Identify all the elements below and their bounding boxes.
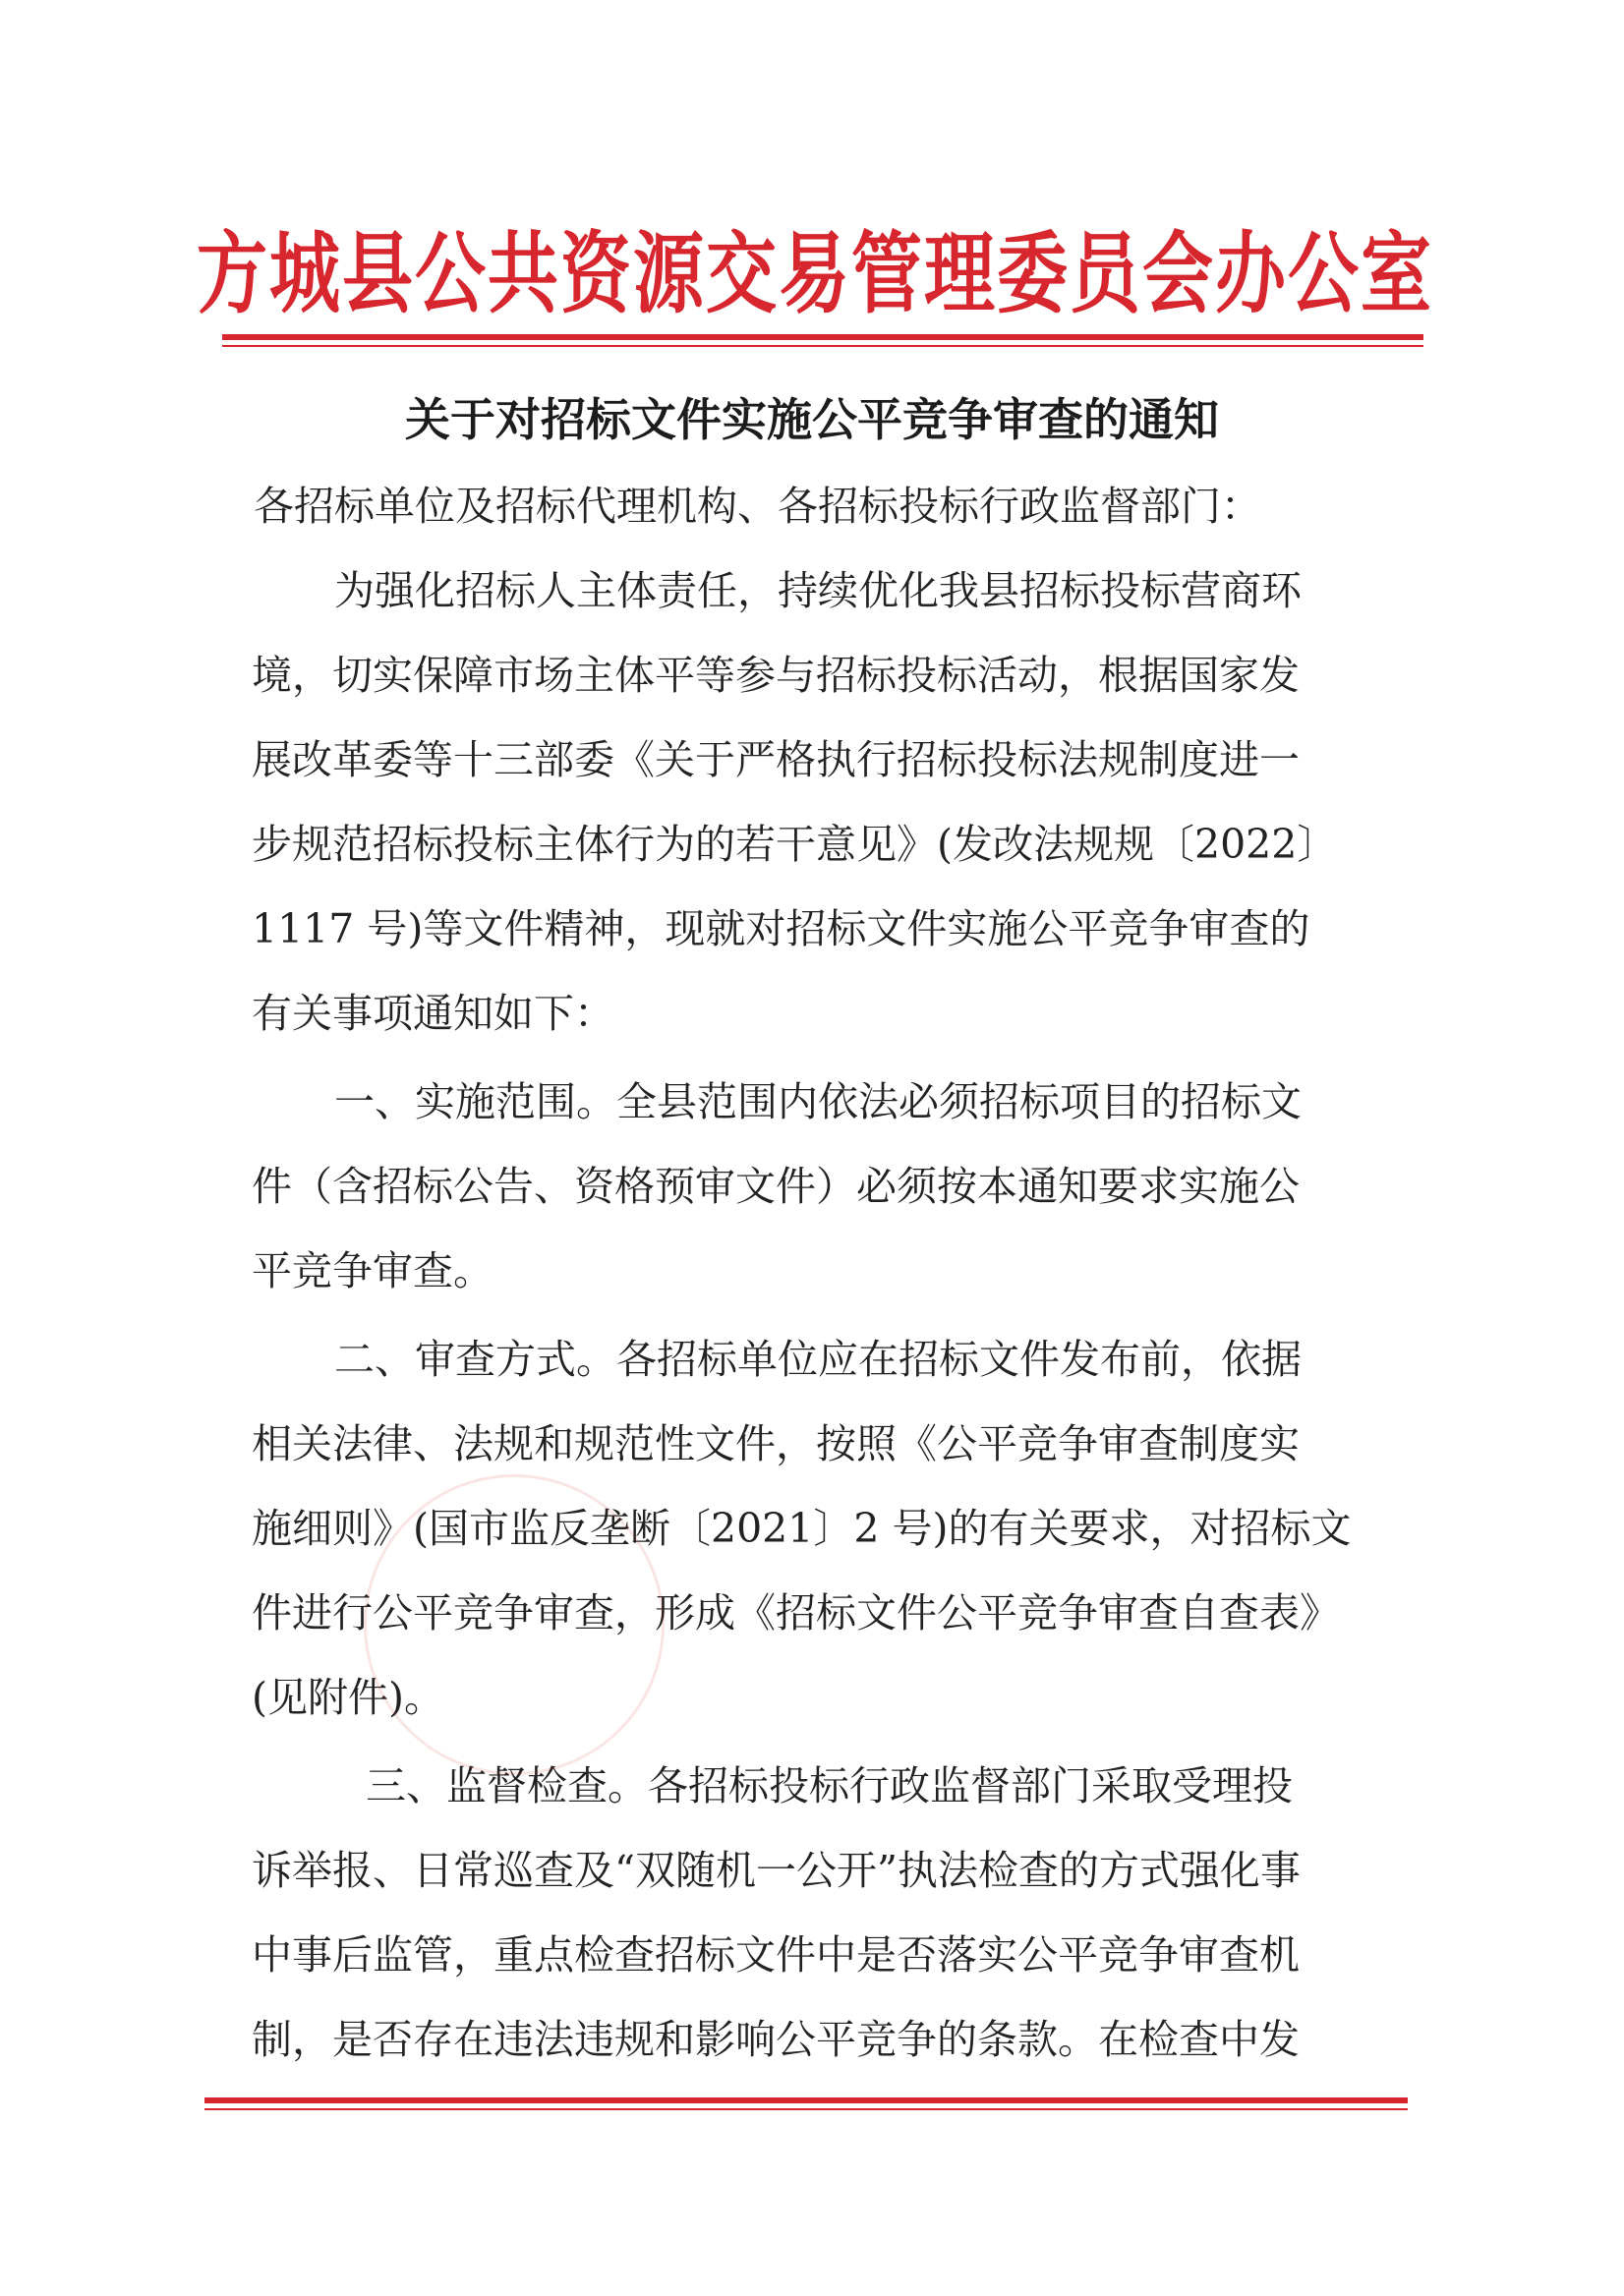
- body-line: 一、实施范围。全县范围内依法必须招标项目的招标文: [334, 1078, 1302, 1125]
- office-header-title: 方城县公共资源交易管理委员会办公室: [197, 220, 1434, 325]
- body-line: 施细则》(国市监反垄断〔2021〕2 号)的有关要求，对招标文: [252, 1505, 1352, 1552]
- body-line: 相关法律、法规和规范性文件，按照《公平竞争审查制度实: [252, 1420, 1300, 1467]
- body-line: 展改革委等十三部委《关于严格执行招标投标法规制度进一: [252, 736, 1300, 783]
- body-line: 三、监督检查。各招标投标行政监督部门采取受理投: [366, 1762, 1293, 1809]
- body-line: 件（含招标公告、资格预审文件）必须按本通知要求实施公: [252, 1163, 1300, 1210]
- body-line: 有关事项通知如下：: [252, 990, 614, 1037]
- header-red-rule-thick: [222, 334, 1423, 340]
- footer-red-rule-thick: [204, 2097, 1408, 2103]
- notice-title: 关于对招标文件实施公平竞争审查的通知: [405, 393, 1219, 446]
- header-red-rule-thin: [222, 345, 1423, 347]
- body-line: 1117 号)等文件精神，现就对招标文件实施公平竞争审查的: [252, 905, 1310, 952]
- body-line: 境，切实保障市场主体平等参与招标投标活动，根据国家发: [252, 652, 1300, 699]
- body-line: 平竞争审查。: [252, 1247, 493, 1294]
- body-line: 诉举报、日常巡查及“双随机一公开”执法检查的方式强化事: [252, 1847, 1301, 1894]
- body-line: (见附件)。: [252, 1674, 444, 1721]
- footer-red-rule-thin: [204, 2108, 1408, 2110]
- body-line: 为强化招标人主体责任，持续优化我县招标投标营商环: [334, 567, 1302, 614]
- body-line: 中事后监管，重点检查招标文件中是否落实公平竞争审查机: [252, 1931, 1300, 1979]
- body-line: 件进行公平竞争审查，形成《招标文件公平竞争审查自查表》: [252, 1589, 1340, 1636]
- body-line: 二、审查方式。各招标单位应在招标文件发布前，依据: [334, 1336, 1302, 1383]
- body-line: 步规范招标投标主体行为的若干意见》(发改法规规〔2022〕: [252, 821, 1338, 868]
- body-line: 制，是否存在违法违规和影响公平竞争的条款。在检查中发: [252, 2016, 1300, 2063]
- notice-salutation: 各招标单位及招标代理机构、各招标投标行政监督部门：: [254, 483, 1261, 530]
